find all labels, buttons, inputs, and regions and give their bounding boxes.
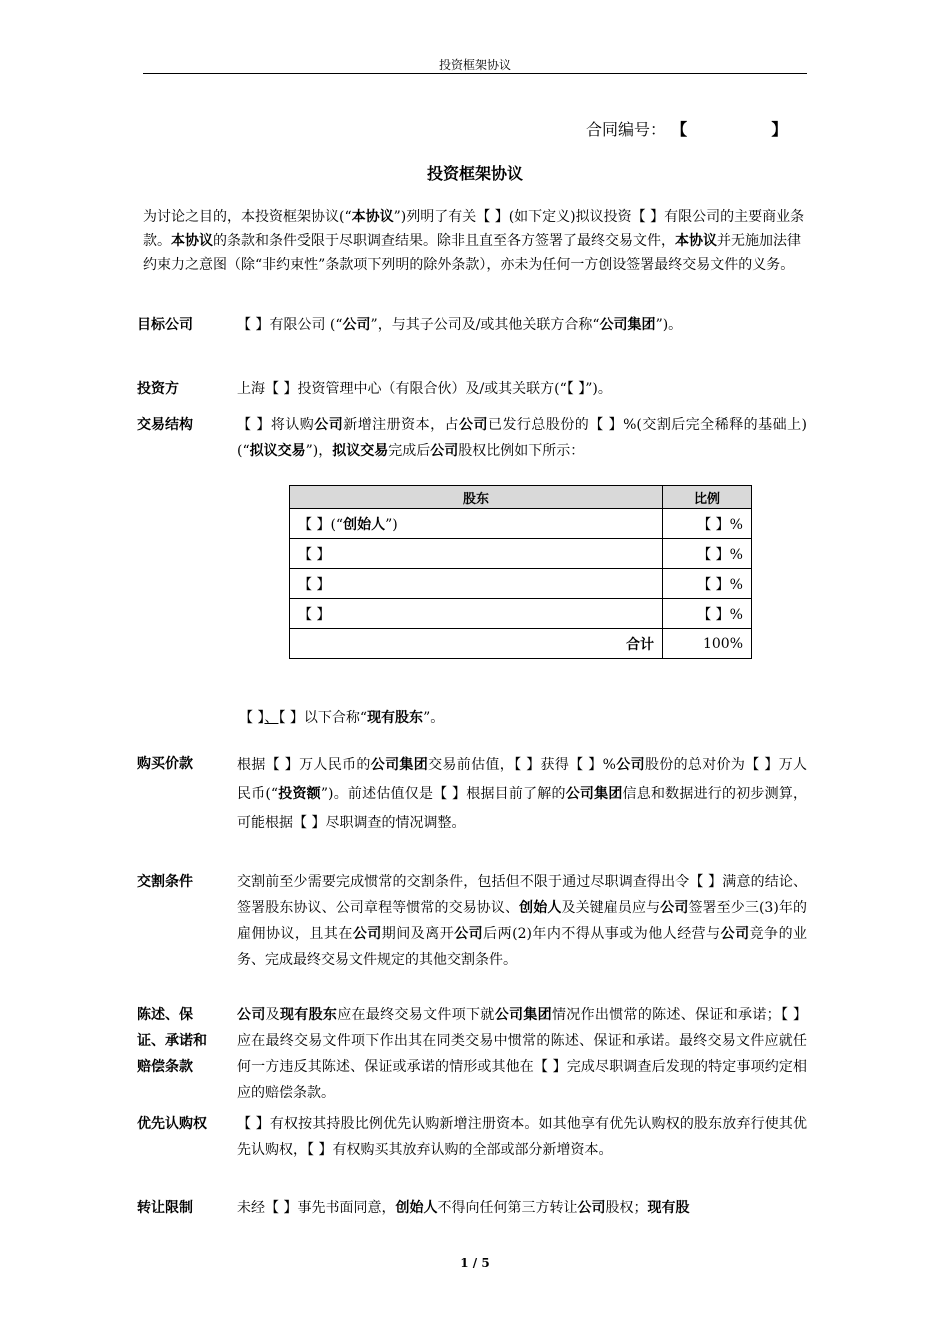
- term-label: 优先认购权: [137, 1116, 207, 1132]
- term-text: 已发行总股份的【 】%(交割后完全稀释的基础上)(“: [237, 417, 808, 459]
- running-header: 投资框架协议: [438, 58, 511, 72]
- shareholder-name: 【 】: [290, 539, 663, 569]
- term-text: 【 】有限公司 (“: [237, 317, 343, 333]
- term-label: 交易结构: [137, 417, 193, 433]
- term-text: 股份的总对价为【 】万人民币(“: [237, 757, 808, 802]
- term-text: 及关键雇员应与: [561, 900, 661, 916]
- note-bold: 现有股东: [367, 710, 424, 726]
- term-bold: 拟议交易: [249, 443, 306, 459]
- term-text: 未经【 】事先书面同意，: [237, 1200, 396, 1216]
- table-row: [290, 569, 752, 599]
- term-description: [237, 312, 807, 338]
- term-description: [237, 1195, 807, 1221]
- table-row: [290, 599, 752, 629]
- total-value: 100%: [663, 629, 752, 659]
- term-bold: 公司集团: [565, 786, 623, 802]
- header-divider: [143, 73, 807, 74]
- intro-bold-3: 本协议: [675, 233, 717, 249]
- term-text: 后两(2)年内不得从事或为他人经营与: [483, 926, 721, 942]
- term-text: 及: [265, 1007, 280, 1023]
- shareholder-ratio: 【 】%: [663, 569, 752, 599]
- shareholder-name: 【 】: [290, 599, 663, 629]
- term-bold: 公司: [352, 926, 382, 942]
- term-description: 上海【 】投资管理中心（有限合伙）及/或其关联方(“【 】”)。: [237, 381, 612, 397]
- table-row: [290, 539, 752, 569]
- term-text: 信息和数据进行的初步测算，可能根据【 】尽职调查的情况调整。: [237, 786, 808, 831]
- page-number: 1 / 5: [460, 1256, 490, 1270]
- intro-bold-2: 本协议: [171, 233, 213, 249]
- term-bold: 公司: [720, 926, 750, 942]
- term-text: 【 】将认购: [237, 417, 315, 433]
- term-bold: 公司: [660, 900, 689, 916]
- term-bold: 投资额: [278, 786, 321, 802]
- term-text: 签署至少三(3)年的雇佣协议，且其在: [237, 900, 808, 942]
- term-text: 股权比例如下所示：: [458, 443, 585, 459]
- cell-text: ”): [385, 516, 398, 533]
- contract-number-close-bracket: 】: [771, 120, 788, 139]
- intro-text-2: ”)列明了有关【 】(如下定义)拟议投资【 】有限公司的主要商业条款。: [143, 209, 805, 249]
- term-text: 根据【 】万人民币的: [237, 757, 371, 773]
- shareholder-name: [290, 509, 663, 539]
- term-description: 【 】有权按其持股比例优先认购新增注册资本。如其他享有优先认购权的股东放弃行使其优先认购权，【 】有权购买其放弃认购的全部或部分新增资本。: [237, 1116, 807, 1158]
- term-label: 转让限制: [137, 1200, 193, 1216]
- term-text: ”，与其子公司及/或其他关联方合称“: [370, 317, 600, 333]
- term-bold: 公司集团: [494, 1007, 552, 1023]
- term-text: ”)。: [655, 317, 683, 333]
- intro-text-3: 的条款和条件受限于尽职调查结果。除非且直至各方签署了最终交易文件，: [213, 233, 675, 249]
- note-separator: 、: [264, 710, 279, 726]
- term-bold: 现有股: [647, 1200, 690, 1216]
- term-label: 陈述、保证、承诺和赔偿条款: [137, 1007, 207, 1075]
- shareholder-name: 【 】: [290, 569, 663, 599]
- term-description: [237, 1002, 807, 1106]
- intro-text-4: 并无施加法律约束力之意图（除“非约束性”条款项下列明的除外条款），亦未为任何一方创设签署最终交易文件的义务。: [143, 233, 801, 273]
- term-text: 完成后: [388, 443, 431, 459]
- shareholder-ratio: 【 】%: [663, 509, 752, 539]
- term-bold: 公司: [615, 757, 645, 773]
- term-description: [237, 412, 807, 464]
- term-bold: 公司: [237, 1007, 266, 1023]
- table-header-row: [290, 486, 752, 509]
- total-label: 合计: [290, 629, 663, 659]
- term-bold: 公司集团: [599, 317, 656, 333]
- term-text: 交割前至少需要完成惯常的交割条件，包括但不限于通过尽职调查得出令【 】满意的结论、签署股东协议、公司章程等惯常的交易协议、: [237, 874, 807, 916]
- term-bold: 拟议交易: [332, 443, 389, 459]
- term-text: ”)，: [305, 443, 333, 459]
- intro-text-1: 为讨论之目的，本投资框架协议(“: [143, 209, 352, 225]
- shareholding-table: [289, 485, 752, 659]
- intro-paragraph: [143, 205, 805, 277]
- term-bold: 公司: [314, 417, 344, 433]
- term-text: 应在最终交易文件项下就: [337, 1007, 495, 1023]
- shareholder-ratio: 【 】%: [663, 599, 752, 629]
- term-bold: 现有股东: [279, 1007, 338, 1023]
- term-label: 交割条件: [137, 874, 193, 890]
- contract-number-open-bracket: 【: [671, 120, 688, 139]
- term-bold: 创始人: [519, 900, 562, 916]
- term-bold: 创始人: [395, 1200, 438, 1216]
- intro-bold-1: 本协议: [351, 209, 394, 225]
- term-text: 情况作出惯常的陈述、保证和承诺；【 】应在最终交易文件项下作出其在同类交易中惯常的陈述、保证和承诺。最终交易文件应就任何一方违反其陈述、保证或承诺的情形或其他在【 】完成尽职调查后发现的特定事项约定相应的赔偿条款。: [237, 1007, 808, 1101]
- term-text: 股权；: [605, 1200, 648, 1216]
- header-ratio: 比例: [663, 486, 752, 509]
- term-bold: 公司: [342, 317, 371, 333]
- note-text: 【 】以下合称“: [278, 710, 368, 726]
- note-text: ”。: [423, 710, 445, 726]
- contract-number-label: 合同编号：: [586, 120, 667, 139]
- header-shareholder: 股东: [290, 486, 663, 509]
- term-label: 购买价款: [137, 756, 193, 772]
- table-total-row: [290, 629, 752, 659]
- contract-number: [586, 117, 787, 140]
- table-row: [290, 509, 752, 539]
- term-label: 投资方: [137, 381, 179, 397]
- term-text: 新增注册资本，占: [343, 417, 460, 433]
- term-bold: 公司: [430, 443, 459, 459]
- term-bold: 公司集团: [370, 757, 429, 773]
- term-description: [237, 869, 807, 973]
- term-text: 不得向任何第三方转让: [437, 1200, 578, 1216]
- term-text: ”)。前述估值仅是【 】根据目前了解的: [320, 786, 566, 802]
- note-text: 【 】: [239, 710, 265, 726]
- document-title: 投资框架协议: [426, 164, 523, 183]
- term-description: [237, 751, 807, 838]
- term-bold: 公司: [454, 926, 484, 942]
- existing-shareholders-note: [239, 707, 444, 727]
- term-bold: 公司: [459, 417, 488, 433]
- term-text: 期间及离开: [381, 926, 455, 942]
- cell-text: 【 】(“: [298, 516, 344, 533]
- term-text: 交易前估值，【 】获得【 】%: [428, 757, 616, 773]
- term-label: 目标公司: [137, 317, 193, 333]
- term-bold: 公司: [577, 1200, 606, 1216]
- shareholder-ratio: 【 】%: [663, 539, 752, 569]
- term-text: 竞争的业务、完成最终交易文件规定的其他交割条件。: [237, 926, 808, 968]
- cell-bold: 创始人: [343, 516, 386, 533]
